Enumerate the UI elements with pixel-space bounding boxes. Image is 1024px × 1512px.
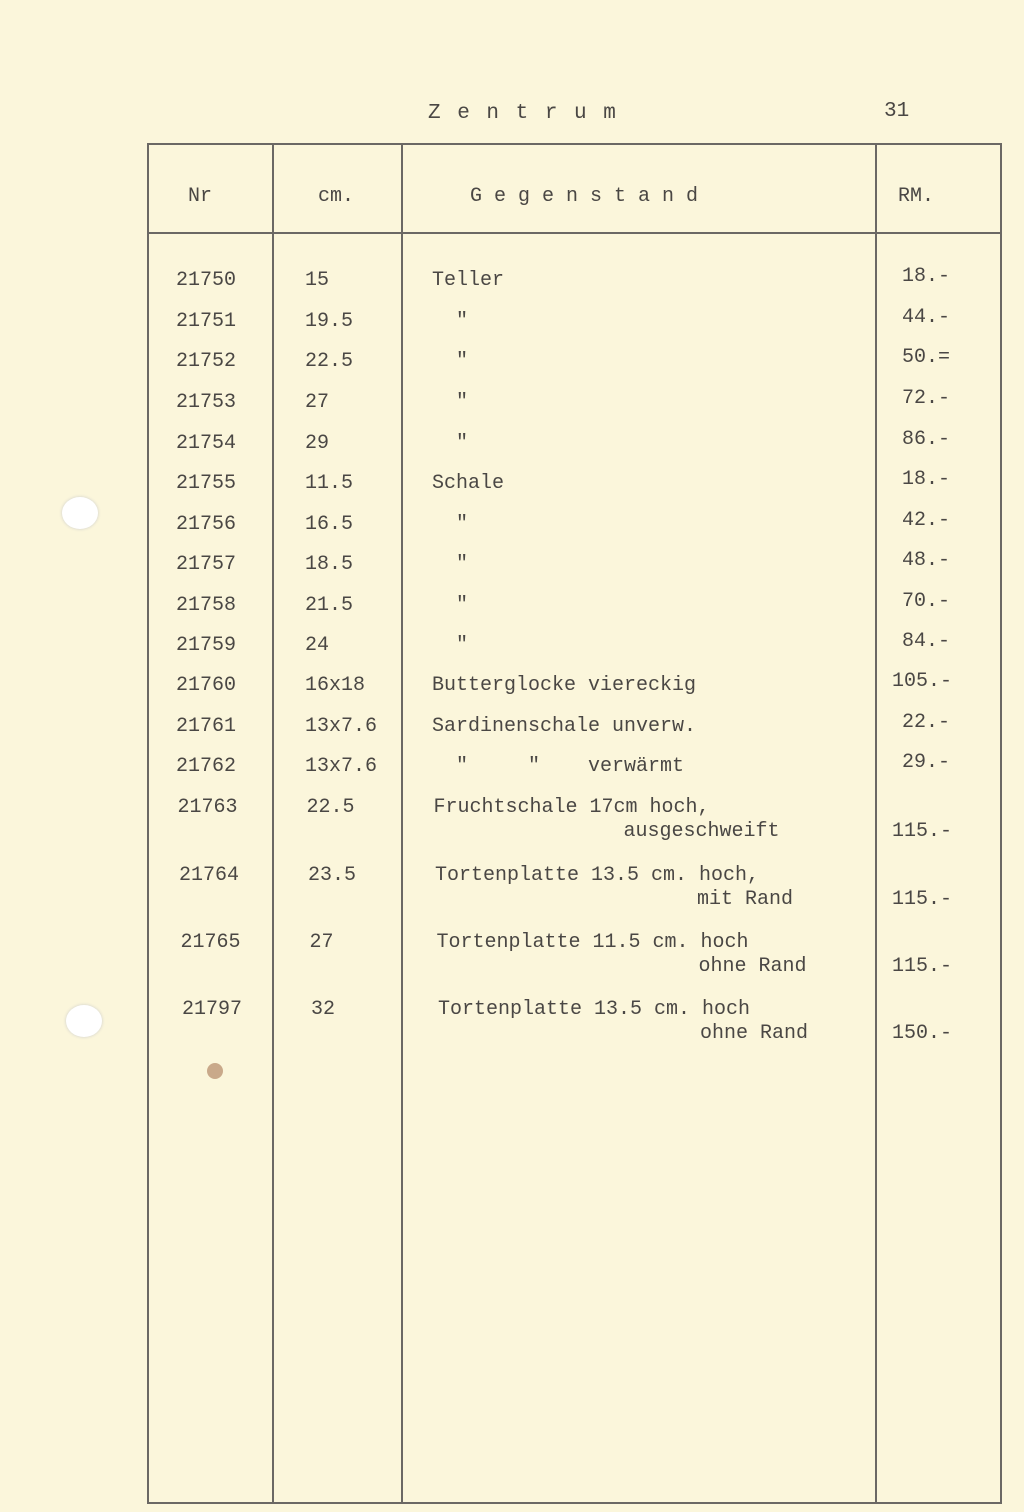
item-size: 27 [309,931,334,954]
item-size: 29 [305,432,330,455]
item-number: 21752 [176,350,237,373]
item-number: 21765 [180,931,241,954]
item-price: 115.- [892,955,953,978]
item-number: 21760 [176,674,237,697]
item-description: " [432,634,469,657]
item-description: " [432,594,469,617]
column-divider [401,143,403,1504]
item-number: 21759 [176,634,237,657]
item-size: 24 [305,634,330,657]
item-price: 150.- [892,1022,953,1045]
item-description-continued: ausgeschweift [623,820,780,843]
item-description: " [432,391,469,414]
item-description: Tortenplatte 11.5 cm. hoch [436,931,749,954]
item-price: 72.- [902,387,951,410]
item-size: 16x18 [305,674,366,697]
item-price: 105.- [892,670,953,693]
item-size: 13x7.6 [305,715,378,738]
column-header-nr: Nr [188,185,213,208]
punch-hole [66,1005,102,1037]
item-size: 22.5 [305,350,354,373]
item-description: " [432,513,469,536]
item-size: 18.5 [305,553,354,576]
item-number: 21751 [176,310,237,333]
table-frame [147,143,1002,1504]
item-price: 22.- [902,711,951,734]
item-price: 70.- [902,590,951,613]
item-description: Butterglocke viereckig [432,674,697,697]
item-number: 21762 [176,755,237,778]
page-number: 31 [884,100,910,123]
item-number: 21750 [176,269,237,292]
item-description-continued: ohne Rand [700,1022,809,1045]
item-description-continued: ohne Rand [698,955,807,978]
item-price: 29.- [902,751,951,774]
item-size: 11.5 [305,472,354,495]
item-size: 13x7.6 [305,755,378,778]
column-header-cm: cm. [318,185,355,208]
item-number: 21753 [176,391,237,414]
item-price: 50.= [902,346,951,369]
item-description: Schale [432,472,505,495]
column-header-item: G e g e n s t a n d [470,185,699,208]
punch-hole [62,497,98,529]
item-description: " [432,432,469,455]
item-size: 19.5 [305,310,354,333]
item-description-continued: mit Rand [697,888,794,911]
header-divider [147,232,1002,234]
item-number: 21758 [176,594,237,617]
item-price: 84.- [902,630,951,653]
item-number: 21756 [176,513,237,536]
item-description: Sardinenschale unverw. [432,715,697,738]
item-price: 115.- [892,820,953,843]
item-price: 115.- [892,888,953,911]
item-description: " [432,553,469,576]
item-number: 21755 [176,472,237,495]
item-size: 32 [311,998,336,1021]
item-number: 21761 [176,715,237,738]
item-size: 23.5 [308,864,357,887]
item-price: 18.- [902,468,951,491]
item-size: 22.5 [306,796,355,819]
item-size: 21.5 [305,594,354,617]
page-title: Z e n t r u m [428,102,618,125]
column-header-price: RM. [898,185,935,208]
item-description: " " verwärmt [432,755,685,778]
item-price: 48.- [902,549,951,572]
item-description: Tortenplatte 13.5 cm. hoch [438,998,751,1021]
column-divider [272,143,274,1504]
item-price: 42.- [902,509,951,532]
item-number: 21797 [182,998,243,1021]
item-number: 21757 [176,553,237,576]
item-description: Tortenplatte 13.5 cm. hoch, [435,864,760,887]
item-number: 21754 [176,432,237,455]
item-number: 21763 [177,796,238,819]
item-description: Teller [432,269,505,292]
item-description: Fruchtschale 17cm hoch, [433,796,710,819]
item-size: 15 [305,269,330,292]
item-description: " [432,350,469,373]
item-price: 18.- [902,265,951,288]
item-size: 16.5 [305,513,354,536]
item-number: 21764 [179,864,240,887]
column-divider [875,143,877,1504]
item-size: 27 [305,391,330,414]
item-price: 86.- [902,428,951,451]
item-description: " [432,310,469,333]
item-price: 44.- [902,306,951,329]
